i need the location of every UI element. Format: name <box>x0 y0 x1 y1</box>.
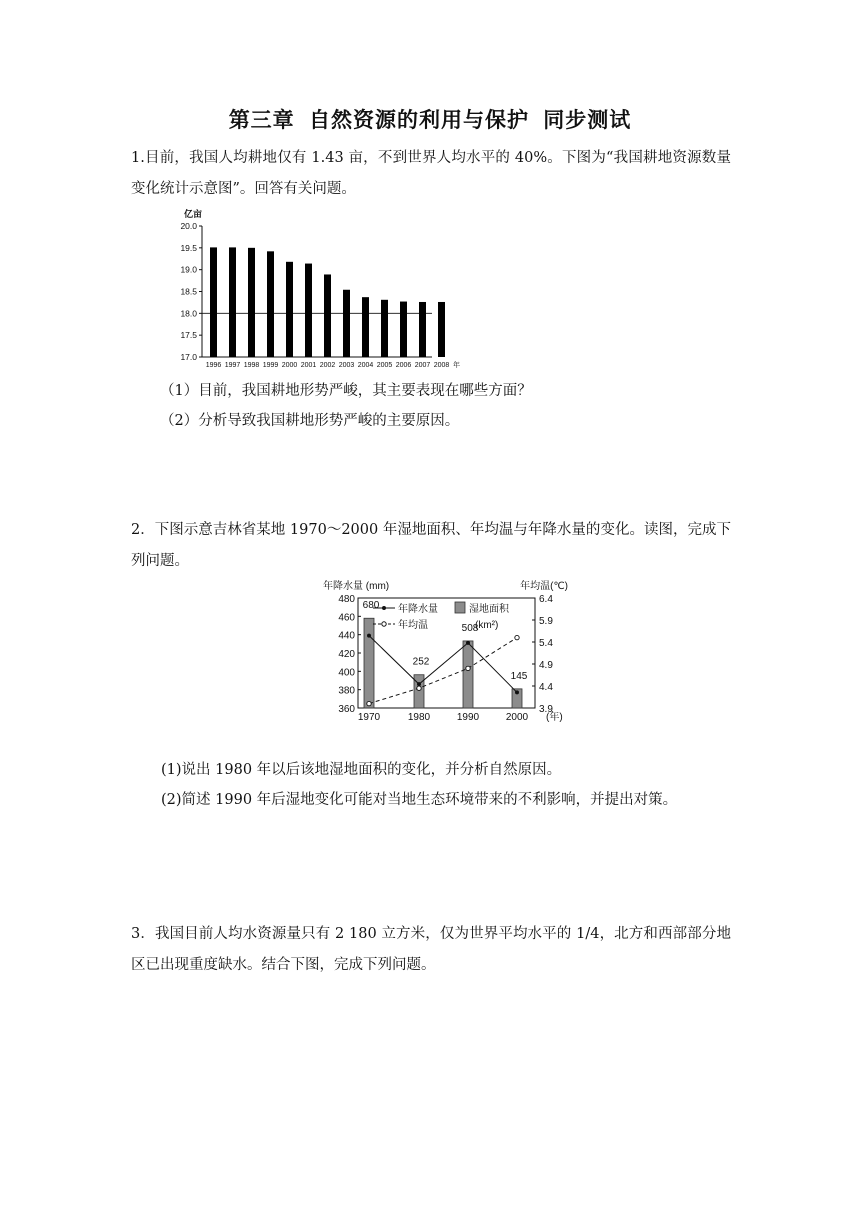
right-tick-label: 4.9 <box>539 660 553 671</box>
y-tick-label: 19.0 <box>180 264 197 275</box>
question-1-sub-1: （1）目前，我国耕地形势严峻，其主要表现在哪些方面？ <box>160 383 532 399</box>
left-tick-label: 380 <box>338 685 355 697</box>
bar <box>343 290 350 357</box>
y-tick-label: 17.0 <box>180 352 197 362</box>
right-tick-label: 3.9 <box>539 704 553 715</box>
legend-precip-label: 年降水量 <box>398 604 438 615</box>
right-tick-label: 4.4 <box>539 682 553 693</box>
right-tick-label: 5.9 <box>539 616 553 627</box>
question-2-text: 2．下图示意吉林省某地 1970～2000 年湿地面积、年均温与年降水量的变化。读图，完成下列问题。 <box>131 522 731 569</box>
temperature-point <box>417 686 421 690</box>
wetland-chart <box>323 577 568 723</box>
x-tick-label: 2000 <box>281 362 298 369</box>
x-tick-label: 1997 <box>224 362 241 369</box>
y-tick-label: 18.0 <box>180 308 197 319</box>
temperature-point <box>466 666 470 670</box>
bar <box>400 302 407 357</box>
x-tick-label: 1990 <box>456 712 480 723</box>
bar <box>210 247 217 357</box>
x-axis-unit: (年) <box>546 712 563 723</box>
bar <box>362 297 369 357</box>
wetland-label: 680 <box>362 600 380 612</box>
x-tick-label: 1980 <box>407 712 431 723</box>
legend-wetland-swatch <box>455 602 465 613</box>
x-tick-label: 1998 <box>243 362 260 369</box>
x-tick-label: 2004 <box>357 362 374 369</box>
y-tick-label: 20.0 <box>180 221 197 231</box>
y-tick-label: 17.5 <box>180 330 197 341</box>
wetland-bar <box>463 641 473 708</box>
legend-temp-label: 年均温 <box>398 620 428 631</box>
x-tick-label: 1999 <box>262 362 279 369</box>
precipitation-point <box>466 641 470 645</box>
bar <box>248 248 255 357</box>
x-tick-label: 2005 <box>376 362 393 369</box>
right-tick-label: 6.4 <box>539 594 553 605</box>
legend-temp-dot <box>382 622 386 626</box>
wetland-bar <box>364 618 374 708</box>
x-tick-label: 2001 <box>300 362 317 369</box>
x-tick-label: 1996 <box>205 362 222 369</box>
wetland-label: 145 <box>510 670 528 682</box>
arable-land-chart <box>168 205 460 375</box>
wetland-bar <box>414 675 424 708</box>
page-title: 第三章 自然资源的利用与保护 同步测试 <box>228 108 632 132</box>
left-tick-label: 460 <box>338 612 355 624</box>
left-tick-label: 440 <box>338 630 355 642</box>
bar <box>229 247 236 357</box>
y-axis-label: 亿亩 <box>184 209 203 219</box>
left-tick-label: 360 <box>338 704 355 715</box>
bar <box>305 264 312 357</box>
bar <box>324 274 331 357</box>
x-tick-label: 2003 <box>338 362 355 369</box>
legend-precip-dot <box>382 606 386 610</box>
question-3-text: 3．我国目前人均水资源量只有 2 180 立方米，仅为世界平均水平的 1/4，北方和西部部分地区已出现重度缺水。结合下图，完成下列问题。 <box>131 926 731 973</box>
precipitation-line <box>369 636 517 693</box>
question-1-text: 1.目前，我国人均耕地仅有 1.43 亩，不到世界人均水平的 40%。下图为“我国耕地资源数量变化统计示意图”。回答有关问题。 <box>131 150 731 197</box>
temperature-point <box>367 701 371 705</box>
legend-wetland-label: 湿地面积 <box>469 604 509 615</box>
right-tick-label: 5.4 <box>539 638 553 649</box>
legend-wetland-unit: (km²) <box>475 620 499 631</box>
precipitation-point <box>515 690 519 694</box>
bar <box>267 251 274 357</box>
left-axis-title: 年降水量 (mm) <box>323 581 390 592</box>
wetland-label: 508 <box>461 622 479 634</box>
precipitation-point <box>367 634 371 638</box>
y-tick-label: 18.5 <box>180 286 197 297</box>
bar <box>438 302 445 357</box>
question-2-sub-2: (2)简述 1990 年后湿地变化可能对当地生态环境带来的不利影响，并提出对策。 <box>161 792 678 808</box>
x-tick-label: 2007 <box>414 362 431 369</box>
x-tick-label: 2008 <box>433 362 450 369</box>
left-tick-label: 480 <box>338 594 355 605</box>
bar <box>286 262 293 357</box>
question-1-sub-2: （2）分析导致我国耕地形势严峻的主要原因。 <box>160 413 460 429</box>
x-tick-label: 2002 <box>319 362 336 369</box>
x-tick-label: 2000 <box>505 712 529 723</box>
question-2-sub-1: (1)说出 1980 年以后该地湿地面积的变化，并分析自然原因。 <box>161 762 562 778</box>
bar <box>419 302 426 357</box>
bar <box>381 300 388 357</box>
x-tick-label: 2006 <box>395 362 412 369</box>
right-axis-title: 年均温(℃) <box>520 581 568 592</box>
temperature-point <box>515 635 519 639</box>
y-tick-label: 19.5 <box>180 242 197 253</box>
left-tick-label: 420 <box>338 649 355 660</box>
left-tick-label: 400 <box>338 667 355 679</box>
wetland-label: 252 <box>412 656 430 668</box>
x-tick-label: 1970 <box>357 712 381 723</box>
x-axis-unit: 年 <box>453 362 460 369</box>
